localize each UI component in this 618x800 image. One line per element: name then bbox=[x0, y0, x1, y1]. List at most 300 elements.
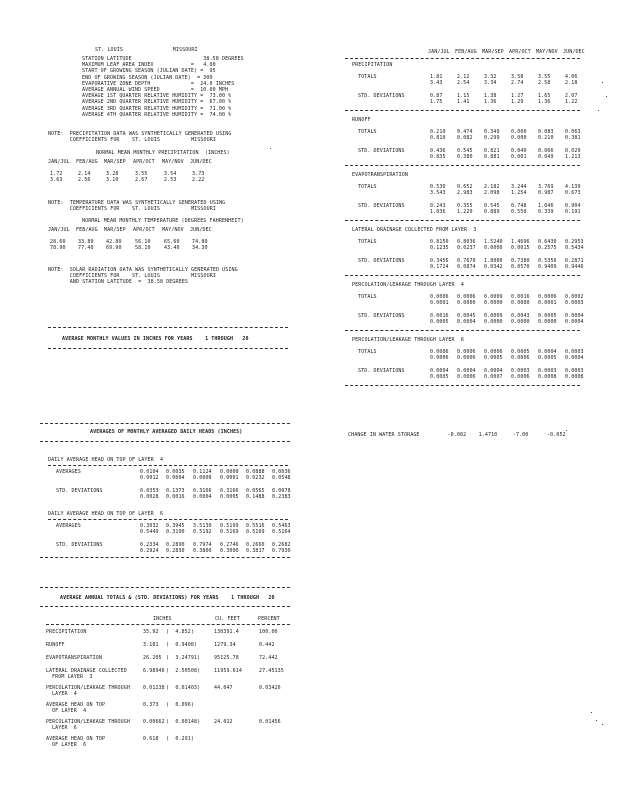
temp-header: JUN/DEC bbox=[190, 227, 212, 233]
cell-value: 0.0028 bbox=[140, 494, 159, 500]
cell-value: 0.0035 bbox=[166, 469, 185, 475]
cell-value: 0.0232 bbox=[246, 475, 265, 481]
precip-value: 3.55 bbox=[135, 171, 148, 177]
cell-value: 0.0015 bbox=[511, 245, 530, 251]
cell-value: 0.0353 bbox=[140, 488, 159, 494]
cell-value: 0.0548 bbox=[272, 475, 291, 481]
cell-value: 0.0004 bbox=[166, 475, 185, 481]
cell-value: 0.2682 bbox=[272, 542, 291, 548]
cell-value: 0.0005 bbox=[430, 319, 449, 325]
cell-value: 0.0004 bbox=[193, 494, 212, 500]
cell-value: 1.36 bbox=[538, 99, 551, 105]
cell-value: 0.0003 bbox=[511, 368, 530, 374]
precip-value: 2.22 bbox=[192, 177, 205, 183]
dashed-rule bbox=[40, 441, 290, 442]
dashed-rule bbox=[48, 327, 288, 328]
row-label: TOTALS bbox=[358, 349, 377, 355]
cell-value: 0.0003 bbox=[565, 300, 584, 306]
dashed-rule bbox=[40, 606, 290, 607]
cell-value: 0.5449 bbox=[140, 529, 159, 535]
annual-row-label: AVERAGE HEAD ON TOP bbox=[46, 702, 106, 708]
section-title: LATERAL DRAINAGE COLLECTED FROM LAYER 3 bbox=[352, 227, 477, 233]
monthly-header: MAR/SEP bbox=[482, 49, 504, 55]
cell-value: 1.213 bbox=[565, 154, 581, 160]
cell-value: 0.7930 bbox=[272, 548, 291, 554]
cell-value: 0.2334 bbox=[140, 542, 159, 548]
cell-value: 0.0006 bbox=[484, 349, 503, 355]
cell-value: 0.0001 bbox=[220, 475, 239, 481]
cell-value: 0.1724 bbox=[430, 264, 449, 270]
annual-std-dev: ( 4.852) bbox=[166, 629, 194, 635]
cell-value: 0.0002 bbox=[565, 294, 584, 300]
row-label: STD. DEVIATIONS bbox=[56, 542, 103, 548]
cell-value: 3.43 bbox=[430, 80, 443, 86]
cell-value: 0.0006 bbox=[457, 355, 476, 361]
cell-value: 0.904 bbox=[565, 203, 581, 209]
annual-percent: 0.442 bbox=[259, 642, 275, 648]
cell-value: 2.098 bbox=[484, 190, 500, 196]
precip-header: MAR/SEP bbox=[104, 159, 126, 165]
monthly-header: JAN/JUL bbox=[428, 49, 450, 55]
precip-note: NOTE: PRECIPITATION DATA WAS SYNTHETICALLY GENERATED USING bbox=[48, 131, 232, 137]
cell-value: 0.0000 bbox=[511, 300, 530, 306]
solar-note: AND STATION LATITUDE = 38.58 DEGREES bbox=[48, 279, 188, 285]
cell-value: 0.474 bbox=[457, 129, 473, 135]
annual-row-label: EVAPOTRANSPIRATION bbox=[46, 655, 102, 661]
annual-percent: 0.01456 bbox=[259, 719, 281, 725]
row-label: STD. DEVIATIONS bbox=[358, 313, 405, 319]
cell-value: 0.380 bbox=[457, 154, 473, 160]
cell-value: 0.748 bbox=[511, 203, 527, 209]
cell-value: 1.65 bbox=[538, 93, 551, 99]
cell-value: 0.0888 bbox=[246, 469, 265, 475]
cell-value: 1.41 bbox=[457, 99, 470, 105]
precip-value: 2.14 bbox=[78, 171, 91, 177]
annual-std-dev: ( 0.096) bbox=[166, 702, 194, 708]
cell-value: 1.75 bbox=[430, 99, 443, 105]
section-title: PERCOLATION/LEAKAGE THROUGH LAYER 4 bbox=[352, 282, 464, 288]
cell-value: 0.3166 bbox=[220, 488, 239, 494]
cell-value: 0.0036 bbox=[272, 469, 291, 475]
cell-value: 0.083 bbox=[538, 129, 554, 135]
cell-value: 0.0016 bbox=[511, 294, 530, 300]
solar-note: COEFFICIENTS FOR ST. LOUIS MISSOURI bbox=[48, 273, 216, 279]
cell-value: 0.8036 bbox=[457, 239, 476, 245]
temp-note: NOTE: TEMPERATURE DATA WAS SYNTHETICALLY GENERATED USING bbox=[48, 200, 226, 206]
annual-row-label: AVERAGE HEAD ON TOP bbox=[46, 736, 106, 742]
cell-value: 2.983 bbox=[457, 190, 473, 196]
cell-value: 2.182 bbox=[484, 184, 500, 190]
scan-speck bbox=[606, 96, 607, 97]
annual-cu-feet: 11959.614 bbox=[214, 668, 242, 674]
storage-line: CHANGE IN WATER STORAGE -0.082 1.4710 -7.00 -0.052 bbox=[348, 432, 566, 438]
cell-value: 0.2890 bbox=[166, 542, 185, 548]
cell-value: 0.0006 bbox=[430, 355, 449, 361]
cell-value: 0.821 bbox=[484, 148, 500, 154]
cell-value: 1.38 bbox=[484, 93, 497, 99]
cell-value: 2.74 bbox=[511, 80, 524, 86]
cell-value: 3.32 bbox=[484, 74, 497, 80]
cell-value: 0.0874 bbox=[457, 264, 476, 270]
annual-cu-feet: 1279.34 bbox=[214, 642, 236, 648]
cell-value: 0.0006 bbox=[457, 349, 476, 355]
cell-value: 0.0004 bbox=[565, 355, 584, 361]
row-label: STD. DEVIATIONS bbox=[358, 258, 405, 264]
cell-value: 0.0043 bbox=[511, 313, 530, 319]
cell-value: 0.0004 bbox=[484, 368, 503, 374]
cell-value: 0.9409 bbox=[538, 264, 557, 270]
cell-value: 0.87 bbox=[430, 93, 443, 99]
temp-header: MAY/NOV bbox=[162, 227, 184, 233]
daily-heads-title: DAILY AVERAGE HEAD ON TOP OF LAYER 6 bbox=[48, 511, 164, 517]
cell-value: 0.5192 bbox=[193, 529, 212, 535]
cell-value: 0.436 bbox=[430, 148, 446, 154]
cell-value: 0.0237 bbox=[457, 245, 476, 251]
cell-value: 2.58 bbox=[538, 80, 551, 86]
annual-percent: 72.442 bbox=[259, 655, 278, 661]
precip-value: 3.10 bbox=[106, 177, 119, 183]
cell-value: 0.3945 bbox=[166, 523, 185, 529]
daily-heads-banner: AVERAGES OF MONTHLY AVERAGED DAILY HEADS (INCHES) bbox=[90, 429, 243, 435]
section-title: RUNOFF bbox=[352, 117, 371, 123]
temp-value: 56.10 bbox=[135, 239, 151, 245]
cell-value: 0.0005 bbox=[538, 355, 557, 361]
dashed-rule bbox=[40, 423, 290, 424]
cell-value: 0.0004 bbox=[457, 319, 476, 325]
cell-value: 1.8000 bbox=[484, 258, 503, 264]
annual-row-label: OF LAYER 6 bbox=[52, 742, 87, 748]
cell-value: 1.220 bbox=[457, 209, 473, 215]
cell-value: 3.5130 bbox=[193, 523, 212, 529]
cell-value: 0.0006 bbox=[511, 374, 530, 380]
cell-value: 0.2746 bbox=[220, 542, 239, 548]
annual-header: PERCENT bbox=[258, 616, 280, 622]
cell-value: 2.07 bbox=[565, 93, 578, 99]
temp-note: COEFFICIENTS FOR ST. LOUIS MISSOURI bbox=[48, 206, 216, 212]
temp-header: APR/OCT bbox=[133, 227, 155, 233]
dashed-rule bbox=[46, 624, 290, 625]
annual-percent: 100.00 bbox=[259, 629, 278, 635]
annual-percent: 0.03426 bbox=[259, 685, 281, 691]
cell-value: 4.06 bbox=[565, 74, 578, 80]
cell-value: 0.1373 bbox=[166, 488, 185, 494]
cell-value: 0.550 bbox=[511, 209, 527, 215]
row-label: STD. DEVIATIONS bbox=[358, 203, 405, 209]
cell-value: 0.0003 bbox=[565, 368, 584, 374]
dashed-rule bbox=[40, 587, 290, 588]
monthly-header: APR/OCT bbox=[509, 49, 531, 55]
annual-std-dev: ( 3.24791) bbox=[166, 655, 201, 661]
cell-value: 0.0004 bbox=[565, 319, 584, 325]
cell-value: 0.0078 bbox=[272, 488, 291, 494]
cell-value: 0.8150 bbox=[430, 239, 449, 245]
cell-value: 0.3190 bbox=[166, 529, 185, 535]
dashed-rule bbox=[345, 330, 580, 331]
row-label: AVERAGES bbox=[56, 469, 81, 475]
scan-speck bbox=[566, 430, 567, 431]
temp-value: 33.80 bbox=[78, 239, 94, 245]
cell-value: 0.987 bbox=[538, 190, 554, 196]
row-label: TOTALS bbox=[358, 239, 377, 245]
annual-inches: 0.00662 bbox=[143, 719, 165, 725]
location-line: ST. LOUIS MISSOURI bbox=[95, 47, 198, 53]
cell-value: 0.299 bbox=[484, 135, 500, 141]
cell-value: 0.0016 bbox=[166, 494, 185, 500]
annual-std-dev: ( 0.291) bbox=[166, 736, 194, 742]
cell-value: 1.046 bbox=[538, 203, 554, 209]
cell-value: 1.36 bbox=[484, 99, 497, 105]
temp-value: 28.60 bbox=[50, 239, 66, 245]
cell-value: 0.673 bbox=[565, 190, 581, 196]
cell-value: 0.339 bbox=[538, 209, 554, 215]
dashed-rule bbox=[48, 465, 288, 466]
temp-title: NORMAL MEAN MONTHLY TEMPERATURE (DEGREES FAHRENHEIT) bbox=[82, 218, 244, 224]
cell-value: 0.2871 bbox=[565, 258, 584, 264]
cell-value: 0.3166 bbox=[193, 488, 212, 494]
cell-value: 1.81 bbox=[430, 74, 443, 80]
annual-row-label: LAYER 6 bbox=[52, 725, 77, 731]
site-parameter: AVERAGE ANNUAL WIND SPEED = 10.00 MPH bbox=[82, 87, 229, 93]
cell-value: 3.244 bbox=[511, 184, 527, 190]
cell-value: 0.0005 bbox=[538, 313, 557, 319]
annual-row-label: FROM LAYER 3 bbox=[52, 674, 93, 680]
annual-row-label: LATERAL DRAINAGE COLLECTED bbox=[46, 668, 127, 674]
precip-value: 2.56 bbox=[78, 177, 91, 183]
cell-value: 0.0005 bbox=[430, 374, 449, 380]
scan-speck bbox=[602, 724, 603, 725]
cell-value: 0.0008 bbox=[538, 374, 557, 380]
scan-speck bbox=[270, 148, 271, 149]
section-title: PERCOLATION/LEAKAGE THROUGH LAYER 6 bbox=[352, 337, 464, 343]
cell-value: 0.0016 bbox=[430, 313, 449, 319]
temp-value: 69.90 bbox=[106, 245, 122, 251]
cell-value: 0.0004 bbox=[430, 368, 449, 374]
cell-value: 0.210 bbox=[430, 129, 446, 135]
precip-note: COEFFICIENTS FOR ST. LOUIS MISSOURI bbox=[48, 137, 216, 143]
annual-header: INCHES bbox=[153, 616, 172, 622]
cell-value: 0.0000 bbox=[538, 319, 557, 325]
annual-cu-feet: 130391.4 bbox=[214, 629, 239, 635]
cell-value: 0.545 bbox=[457, 148, 473, 154]
site-parameter: END OF GROWING SEASON (JULIAN DATE) = 300 bbox=[82, 74, 213, 81]
temp-value: 34.30 bbox=[192, 245, 208, 251]
temp-value: 42.80 bbox=[106, 239, 122, 245]
site-parameter: EVAPORATIVE ZONE DEPTH = 24.0 INCHES bbox=[82, 80, 235, 87]
precip-header: MAY/NOV bbox=[162, 159, 184, 165]
cell-value: 0.0104 bbox=[140, 469, 159, 475]
temp-header: MAR/SEP bbox=[104, 227, 126, 233]
cell-value: 0.5463 bbox=[272, 523, 291, 529]
dashed-rule bbox=[345, 110, 580, 111]
cell-value: 0.000 bbox=[511, 135, 527, 141]
cell-value: 1.22 bbox=[565, 99, 578, 105]
row-label: TOTALS bbox=[358, 74, 377, 80]
monthly-banner: AVERAGE MONTHLY VALUES IN INCHES FOR YEARS 1 THROUGH 20 bbox=[62, 336, 249, 342]
precip-value: 3.54 bbox=[164, 171, 177, 177]
cell-value: 0.0008 bbox=[565, 374, 584, 380]
annual-row-label: LAYER 4 bbox=[52, 691, 77, 697]
dashed-rule bbox=[345, 275, 580, 276]
cell-value: 1.036 bbox=[430, 209, 446, 215]
site-parameter: AVERAGE 4TH QUARTER RELATIVE HUMIDITY = 74.00 % bbox=[82, 111, 232, 118]
precip-value: 3.63 bbox=[50, 177, 63, 183]
cell-value: 0.0005 bbox=[220, 494, 239, 500]
cell-value: 0.7670 bbox=[457, 258, 476, 264]
cell-value: 0.063 bbox=[565, 129, 581, 135]
scan-speck bbox=[591, 712, 592, 713]
annual-std-dev: ( 0.00148) bbox=[166, 719, 201, 725]
cell-value: 0.2383 bbox=[272, 494, 291, 500]
cell-value: 1.4696 bbox=[511, 239, 530, 245]
site-parameter: START OF GROWING SEASON (JULIAN DATE) = 95 bbox=[82, 68, 216, 75]
monthly-header: MAY/NOV bbox=[536, 49, 558, 55]
cell-value: 0.5356 bbox=[538, 258, 557, 264]
cell-value: 0.0009 bbox=[484, 294, 503, 300]
scan-speck bbox=[598, 110, 599, 111]
annual-inches: 0.618 bbox=[143, 736, 159, 742]
cell-value: 0.0001 bbox=[430, 300, 449, 306]
temp-value: 65.60 bbox=[164, 239, 180, 245]
annual-cu-feet: 95125.78 bbox=[214, 655, 239, 661]
cell-value: 0.2924 bbox=[140, 548, 159, 554]
cell-value: 0.3032 bbox=[140, 523, 159, 529]
cell-value: 2.18 bbox=[565, 80, 578, 86]
cell-value: 0.0000 bbox=[220, 469, 239, 475]
cell-value: 0.0570 bbox=[511, 264, 530, 270]
annual-inches: 3.181 bbox=[143, 642, 159, 648]
dashed-rule bbox=[48, 519, 288, 520]
cell-value: 0.6430 bbox=[538, 239, 557, 245]
cell-value: 0.0000 bbox=[484, 319, 503, 325]
annual-cu-feet: 44.047 bbox=[214, 685, 233, 691]
annual-banner: AVERAGE ANNUAL TOTALS & (STD. DEVIATIONS) FOR YEARS 1 THROUGH 20 bbox=[60, 595, 275, 601]
section-title: PRECIPITATION bbox=[352, 62, 393, 68]
cell-value: 0.0005 bbox=[511, 349, 530, 355]
scan-speck bbox=[596, 720, 597, 721]
temp-value: 77.40 bbox=[78, 245, 94, 251]
monthly-header: JUN/DEC bbox=[563, 49, 585, 55]
cell-value: 0.889 bbox=[484, 209, 500, 215]
row-label: STD. DEVIATIONS bbox=[358, 368, 405, 374]
annual-inches: 0.373 bbox=[143, 702, 159, 708]
cell-value: 0.1488 bbox=[246, 494, 265, 500]
precip-value: 2.53 bbox=[164, 177, 177, 183]
cell-value: 0.5169 bbox=[220, 529, 239, 535]
row-label: STD. DEVIATIONS bbox=[358, 93, 405, 99]
cell-value: 0.2660 bbox=[246, 542, 265, 548]
site-parameter: STATION LATITUDE 38.58 DEGREES bbox=[82, 56, 244, 62]
precip-value: 3.73 bbox=[192, 171, 205, 177]
dashed-rule bbox=[345, 58, 580, 59]
cell-value: 0.530 bbox=[430, 184, 446, 190]
annual-std-dev: ( 2.50508) bbox=[166, 668, 201, 674]
row-label: TOTALS bbox=[358, 294, 377, 300]
precip-value: 1.72 bbox=[50, 171, 63, 177]
cell-value: 0.0000 bbox=[511, 319, 530, 325]
annual-header: CU. FEET bbox=[215, 616, 240, 622]
precip-header: APR/OCT bbox=[133, 159, 155, 165]
cell-value: 0.0006 bbox=[430, 294, 449, 300]
cell-value: 1.5240 bbox=[484, 239, 503, 245]
cell-value: 0.3817 bbox=[246, 548, 265, 554]
cell-value: 0.355 bbox=[457, 203, 473, 209]
cell-value: 0.0007 bbox=[484, 374, 503, 380]
cell-value: 0.810 bbox=[430, 135, 446, 141]
row-label: TOTALS bbox=[358, 184, 377, 190]
cell-value: 0.191 bbox=[565, 209, 581, 215]
annual-inches: 0.01238 bbox=[143, 685, 165, 691]
cell-value: 3.34 bbox=[484, 80, 497, 86]
row-label: TOTALS bbox=[358, 129, 377, 135]
dashed-rule bbox=[345, 220, 580, 221]
dashed-rule bbox=[48, 348, 288, 349]
cell-value: 0.040 bbox=[511, 148, 527, 154]
cell-value: 0.381 bbox=[565, 135, 581, 141]
cell-value: 3.769 bbox=[538, 184, 554, 190]
cell-value: 0.9446 bbox=[565, 264, 584, 270]
cell-value: 3.58 bbox=[511, 74, 524, 80]
temp-value: 74.80 bbox=[192, 239, 208, 245]
cell-value: 0.5434 bbox=[565, 245, 584, 251]
cell-value: 0.1124 bbox=[193, 469, 212, 475]
row-label: STD. DEVIATIONS bbox=[56, 488, 103, 494]
dashed-rule bbox=[40, 557, 290, 558]
cell-value: 0.5164 bbox=[272, 529, 291, 535]
cell-value: 0.2830 bbox=[166, 548, 185, 554]
cell-value: 0.0005 bbox=[484, 355, 503, 361]
cell-value: 4.139 bbox=[565, 184, 581, 190]
cell-value: 0.0009 bbox=[484, 313, 503, 319]
cell-value: 0.210 bbox=[538, 135, 554, 141]
cell-value: 0.545 bbox=[484, 203, 500, 209]
cell-value: 1.29 bbox=[511, 99, 524, 105]
cell-value: 0.0565 bbox=[246, 488, 265, 494]
annual-row-label: OF LAYER 4 bbox=[52, 708, 87, 714]
temp-value: 58.10 bbox=[135, 245, 151, 251]
temp-value: 43.40 bbox=[164, 245, 180, 251]
cell-value: 0.652 bbox=[457, 184, 473, 190]
cell-value: 0.0006 bbox=[511, 355, 530, 361]
cell-value: 0.0000 bbox=[457, 300, 476, 306]
cell-value: 0.0012 bbox=[140, 475, 159, 481]
cell-value: 0.881 bbox=[484, 154, 500, 160]
temp-header: FEB/AUG bbox=[76, 227, 98, 233]
cell-value: 0.0004 bbox=[538, 349, 557, 355]
precip-value: 2.67 bbox=[135, 177, 148, 183]
cell-value: 0.001 bbox=[511, 154, 527, 160]
cell-value: 3.543 bbox=[430, 190, 446, 196]
cell-value: 2.54 bbox=[457, 80, 470, 86]
annual-inches: 6.98946 bbox=[143, 668, 165, 674]
cell-value: 0.0000 bbox=[484, 300, 503, 306]
scan-speck bbox=[602, 82, 603, 83]
cell-value: 1.254 bbox=[511, 190, 527, 196]
annual-inches: 26.205 bbox=[143, 655, 162, 661]
temp-value: 78.90 bbox=[50, 245, 66, 251]
cell-value: 0.5169 bbox=[246, 529, 265, 535]
cell-value: 0.7974 bbox=[193, 542, 212, 548]
cell-value: 0.835 bbox=[430, 154, 446, 160]
cell-value: 0.0045 bbox=[457, 313, 476, 319]
cell-value: 0.5516 bbox=[246, 523, 265, 529]
monthly-header: FEB/AUG bbox=[455, 49, 477, 55]
cell-value: 0.066 bbox=[538, 148, 554, 154]
cell-value: 2.12 bbox=[457, 74, 470, 80]
site-parameter: AVERAGE 3RD QUARTER RELATIVE HUMIDITY = 71.00 % bbox=[82, 105, 232, 112]
annual-row-label: PRECIPITATION bbox=[46, 629, 87, 635]
annual-std-dev: ( 0.01403) bbox=[166, 685, 201, 691]
annual-row-label: RUNOFF bbox=[46, 642, 65, 648]
